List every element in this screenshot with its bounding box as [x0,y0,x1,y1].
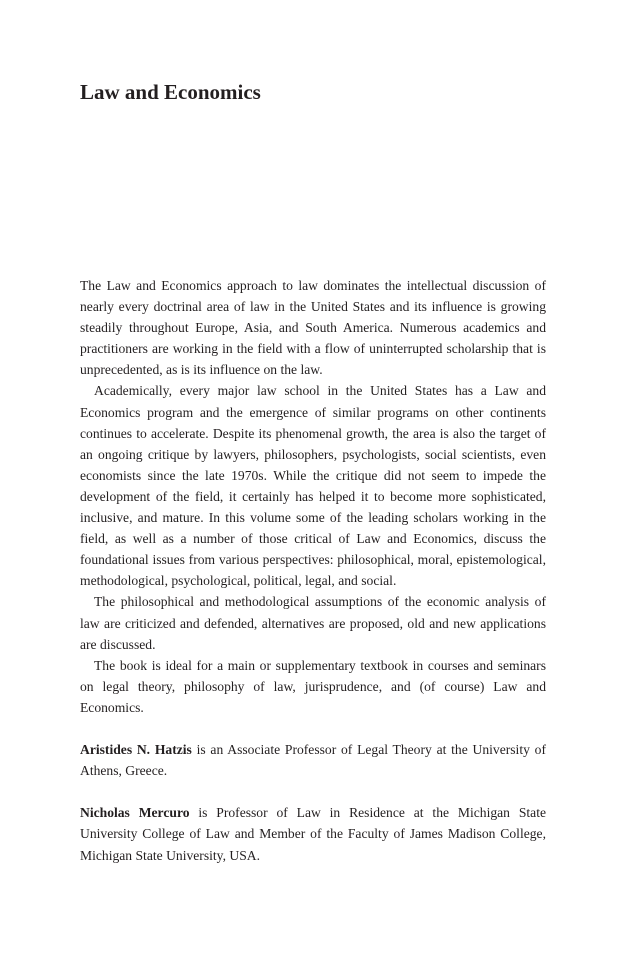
description-paragraph: The Law and Economics approach to law dominates the intellectual discussion of nearly every doctrinal area of law in the United States and its influence is growing steadily throughout Europe, Asia, and South America. Numerous academics and practitioners are working in the field with a flow of uninterrupted scholarship that is unprecedented, as is its influence on the law. [80,278,546,378]
author-bio-text: is an Associate Professor of Legal Theory at the University of Athens, Greece. [80,742,546,779]
author-bio [80,739,546,781]
author-bio-text: is Professor of Law in Residence at the Michigan State University College of Law and Member of the Faculty of James Madison College, Michigan State University, USA. [80,805,547,863]
author-name: Aristides N. Hatzis [80,742,192,758]
page-title: Law and Economics [80,80,261,104]
description-paragraph: The book is ideal for a main or supplementary textbook in courses and seminars on legal theory, philosophy of law, jurisprudence, and (of course) Law and Economics. [80,657,546,715]
description-paragraph: Academically, every major law school in the United States has a Law and Economics program and the emergence of similar programs on other continents continues to accelerate. Despite its phenomenal growth, the area is also the target of an ongoing critique by lawyers, philosophers, psychologists, social scientists, even economists since the late 1970s. While the critique did not seem to impede the development of the field, it certainly has helped it to become more sophisticated, inclusive, and mature. In this volume some of the leading scholars working in the field, as well as a number of those critical of Law and Economics, discuss the foundational issues from various perspectives: philosophical, moral, epistemological, methodological, psychological, political, legal, and social. [80,383,546,589]
author-name: Nicholas Mercuro [80,805,190,821]
description-paragraph: The philosophical and methodological assumptions of the economic analysis of law are criticized and defended, alternatives are proposed, old and new applications are discussed. [80,594,546,652]
description-body [80,275,546,866]
author-bio [80,802,546,865]
